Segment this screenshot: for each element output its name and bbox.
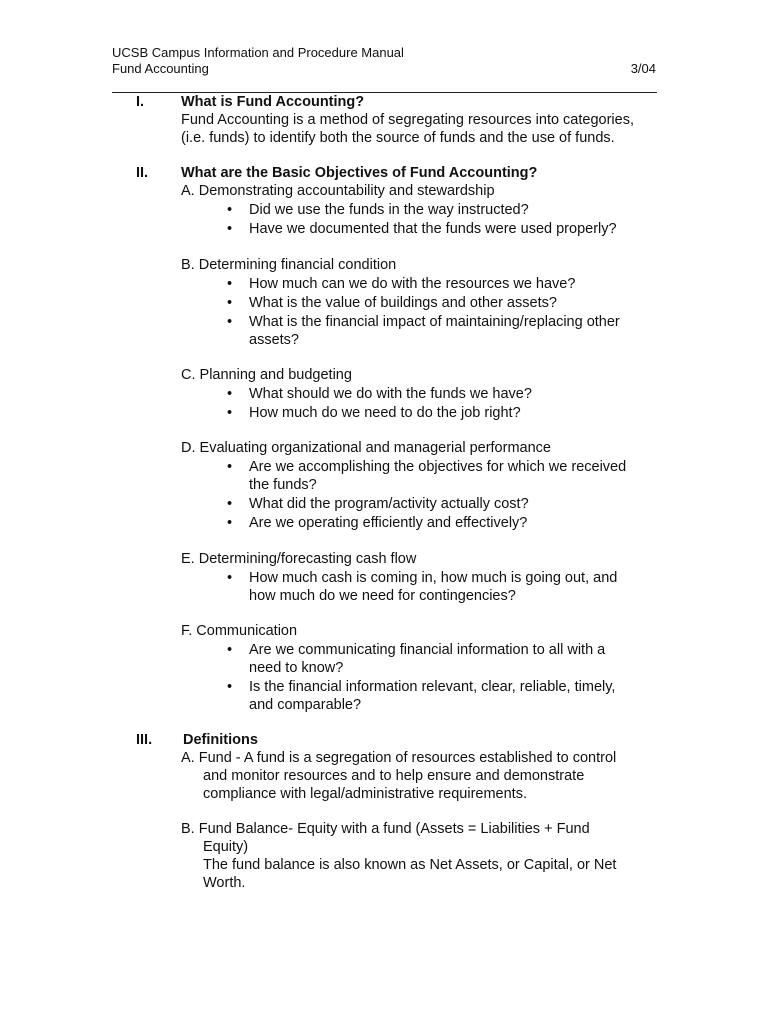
objective-c-label: C. Planning and budgeting (181, 367, 352, 383)
bullet-item: Have we documented that the funds were used properly? (249, 221, 617, 237)
definition-a-line: A. Fund - A fund is a segregation of resources established to control (181, 750, 617, 766)
bullet-item: How much can we do with the resources we have? (249, 276, 576, 292)
bullet-item: Did we use the funds in the way instructed? (249, 202, 529, 218)
bullet-item: How much do we need to do the job right? (249, 405, 521, 421)
objective-b-label: B. Determining financial condition (181, 257, 397, 273)
bullet-item: What is the value of buildings and other assets? (249, 295, 557, 311)
bullet-dot: • (227, 405, 233, 421)
definition-b-line: Equity) (203, 839, 249, 855)
section-1-number: I. (136, 94, 145, 110)
bullet-dot: • (227, 642, 233, 658)
bullet-dot: • (227, 276, 233, 292)
bullet-item: Is the financial information relevant, clear, reliable, timely, (249, 679, 616, 695)
bullet-dot: • (227, 314, 233, 330)
bullet-item: Are we accomplishing the objectives for which we received (249, 459, 627, 475)
bullet-dot: • (227, 202, 233, 218)
bullet-item-continuation: need to know? (249, 660, 344, 676)
bullet-dot: • (227, 386, 233, 402)
bullet-item-continuation: and comparable? (249, 697, 362, 713)
bullet-item-continuation: assets? (249, 332, 299, 348)
section-2-number: II. (136, 165, 149, 181)
bullet-dot: • (227, 496, 233, 512)
definition-b-line: Worth. (203, 875, 246, 891)
section-2-title: What are the Basic Objectives of Fund Accounting? (181, 165, 538, 181)
definition-a-line: compliance with legal/administrative requirements. (203, 786, 527, 802)
bullet-dot: • (227, 459, 233, 475)
bullet-item-continuation: how much do we need for contingencies? (249, 588, 516, 604)
bullet-dot: • (227, 515, 233, 531)
definition-b-line: B. Fund Balance- Equity with a fund (Assets = Liabilities + Fund (181, 821, 590, 837)
bullet-item: What is the financial impact of maintaining/replacing other (249, 314, 620, 330)
bullet-dot: • (227, 570, 233, 586)
definition-a-line: and monitor resources and to help ensure and demonstrate (203, 768, 585, 784)
section-3-number: III. (136, 732, 153, 748)
bullet-item: What should we do with the funds we have? (249, 386, 532, 402)
bullet-item-continuation: the funds? (249, 477, 317, 493)
bullet-item: How much cash is coming in, how much is going out, and (249, 570, 618, 586)
bullet-item: What did the program/activity actually cost? (249, 496, 529, 512)
section-1-body-line: Fund Accounting is a method of segregating resources into categories, (181, 112, 634, 128)
section-3-title: Definitions (183, 732, 258, 748)
header-date: 3/04 (630, 61, 656, 76)
objective-f-label: F. Communication (181, 623, 298, 639)
bullet-dot: • (227, 295, 233, 311)
bullet-item: Are we communicating financial information to all with a (249, 642, 606, 658)
header-section: Fund Accounting (112, 61, 209, 76)
bullet-dot: • (227, 679, 233, 695)
bullet-item: Are we operating efficiently and effectively? (249, 515, 528, 531)
objective-a-label: A. Demonstrating accountability and stewardship (181, 183, 495, 199)
bullet-dot: • (227, 221, 233, 237)
section-1-body-line: (i.e. funds) to identify both the source of funds and the use of funds. (181, 130, 615, 146)
objective-d-label: D. Evaluating organizational and managerial performance (181, 440, 551, 456)
section-1-title: What is Fund Accounting? (181, 94, 365, 110)
header-manual-title: UCSB Campus Information and Procedure Manual (112, 45, 404, 60)
objective-e-label: E. Determining/forecasting cash flow (181, 551, 417, 567)
definition-b-line: The fund balance is also known as Net Assets, or Capital, or Net (203, 857, 617, 873)
